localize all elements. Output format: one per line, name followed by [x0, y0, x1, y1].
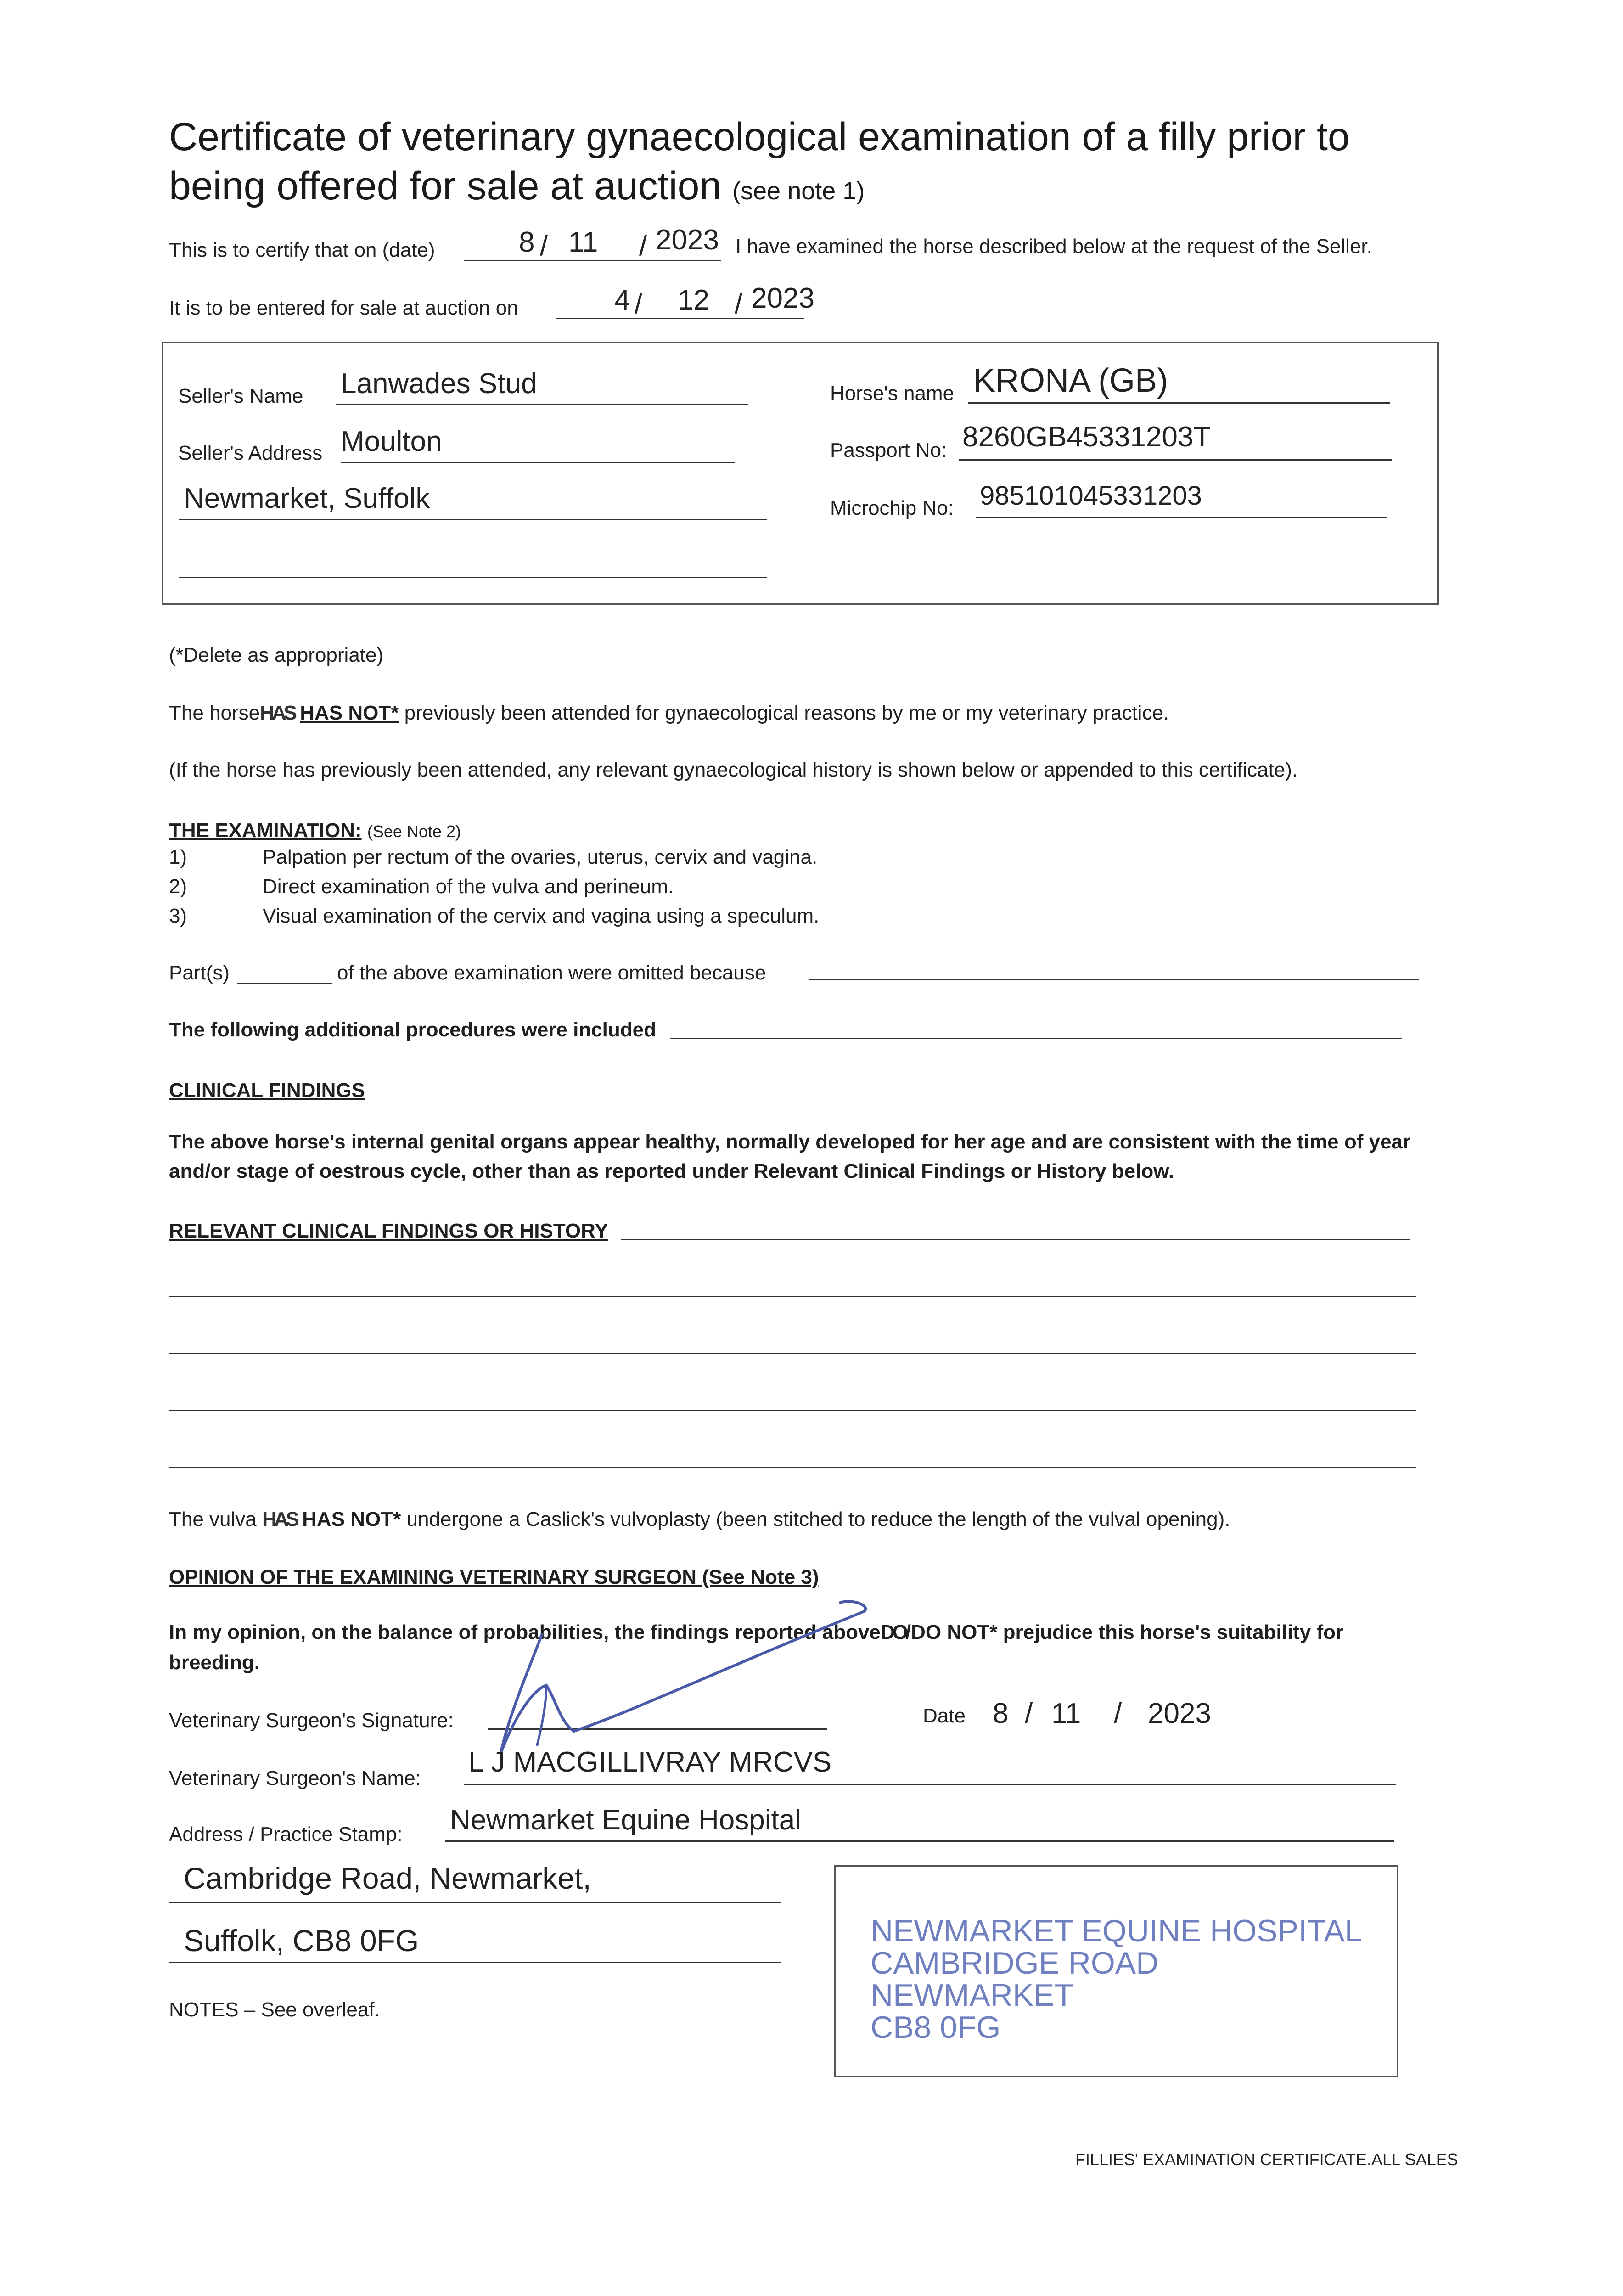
examination-item-num-2: 2): [169, 875, 187, 898]
opinion-heading: OPINION OF THE EXAMINING VETERINARY SURGEON (See Note 3): [169, 1566, 819, 1588]
vet-address-line2: Cambridge Road, Newmarket,: [184, 1861, 591, 1895]
auction-prefix: It is to be entered for sale at auction on: [169, 297, 518, 319]
vet-address-line1: Newmarket Equine Hospital: [450, 1804, 802, 1836]
certify-year: 2023: [656, 224, 719, 256]
history-note: (If the horse has previously been attended, any relevant gynaecological history is shown below or appended to this certificate).: [169, 759, 1298, 781]
stamp-line1: NEWMARKET EQUINE HOSPITAL: [870, 1913, 1362, 1948]
examination-item-num-1: 1): [169, 846, 187, 868]
seller-address-line2: Newmarket, Suffolk: [184, 483, 430, 514]
opinion-text-suffix: prejudice this horse's suitability for: [1003, 1621, 1344, 1643]
certificate-title-main: being offered for sale at auction: [169, 164, 722, 208]
vet-date-label: Date: [923, 1705, 966, 1727]
clinical-findings-text-line1: The above horse's internal genital organs appear healthy, normally developed for her age and are consistent with the time of year: [169, 1131, 1411, 1153]
attended-statement: [169, 702, 1169, 725]
seller-address-underline2: [179, 519, 767, 520]
vet-address-underline3: [169, 1962, 781, 1963]
certify-slash-2: /: [639, 230, 647, 262]
passport-line: [959, 459, 1392, 461]
certify-month: 11: [568, 226, 598, 258]
vulva-suffix: undergone a Caslick's vulvoplasty (been stitched to reduce the length of the vulval opening).: [406, 1508, 1230, 1531]
vulva-choice: HAS NOT*: [302, 1508, 401, 1531]
signature-label: Veterinary Surgeon's Signature:: [169, 1709, 454, 1732]
vet-date-day: 8: [993, 1698, 1009, 1729]
additional-procedures-label: The following additional procedures were included: [169, 1019, 657, 1041]
auction-slash-1: /: [635, 288, 643, 320]
certify-prefix: This is to certify that on (date): [169, 239, 435, 261]
auction-month: 12: [678, 284, 709, 316]
horse-name-label: Horse's name: [830, 382, 955, 405]
microchip-value: 985101045331203: [980, 481, 1202, 511]
vet-address-underline2: [169, 1902, 781, 1903]
attended-suffix: previously been attended for gynaecological reasons by me or my veterinary practice.: [404, 702, 1169, 724]
relevant-findings-line-5: [169, 1467, 1416, 1468]
notes-overleaf: NOTES – See overleaf.: [169, 1998, 380, 2021]
omitted-reason-line: [809, 979, 1419, 980]
relevant-findings-line-1: [621, 1239, 1410, 1240]
attended-choice: HAS NOT*: [300, 702, 399, 724]
microchip-line: [976, 517, 1387, 518]
examination-item-num-3: 3): [169, 905, 187, 927]
seller-name-value: Lanwades Stud: [341, 368, 537, 400]
auction-date-line: [556, 318, 804, 319]
stamp-line2: CAMBRIDGE ROAD: [870, 1946, 1159, 1981]
examination-item-text-2: Direct examination of the vulva and perineum.: [263, 875, 674, 898]
vet-date-slash-1: /: [1025, 1698, 1033, 1729]
examination-heading-text: THE EXAMINATION:: [169, 819, 362, 842]
additional-procedures-line: [670, 1038, 1402, 1039]
auction-day: 4: [614, 284, 630, 316]
parts-suffix: of the above examination were omitted because: [337, 962, 766, 984]
attended-prefix: The horse: [169, 702, 260, 724]
certify-day: 8: [519, 226, 535, 258]
footer-form-name: FILLIES' EXAMINATION CERTIFICATE.ALL SALES: [1075, 2150, 1458, 2169]
seller-name-line: [336, 404, 748, 405]
auction-year: 2023: [751, 282, 814, 314]
certificate-title-note: (see note 1): [732, 177, 865, 205]
horse-name-value: KRONA (GB): [973, 362, 1168, 399]
stamp-line3: NEWMARKET: [870, 1978, 1073, 2013]
certificate-title-line2: [169, 162, 865, 215]
vet-name-line: [464, 1784, 1396, 1785]
seller-address-underline1: [341, 462, 735, 463]
vet-date-slash-2: /: [1114, 1698, 1122, 1729]
seller-name-label: Seller's Name: [178, 385, 303, 407]
seller-address-line1: Moulton: [341, 426, 442, 457]
passport-label: Passport No:: [830, 439, 947, 461]
address-stamp-label: Address / Practice Stamp:: [169, 1823, 403, 1846]
vet-address-line3: Suffolk, CB8 0FG: [184, 1924, 419, 1958]
opinion-text-prefix: In my opinion, on the balance of probabilities, the findings reported above: [169, 1621, 881, 1643]
vet-date-year: 2023: [1148, 1698, 1211, 1729]
stamp-line4: CB8 0FG: [870, 2010, 1001, 2045]
vet-name-value: L J MACGILLIVRAY MRCVS: [468, 1746, 832, 1778]
vet-date-month: 11: [1051, 1698, 1081, 1729]
seller-address-underline3: [179, 577, 767, 578]
relevant-findings-line-3: [169, 1353, 1416, 1354]
seller-address-label: Seller's Address: [178, 442, 323, 464]
certificate-title-line1: Certificate of veterinary gynaecological examination of a filly prior to: [169, 115, 1350, 159]
clinical-findings-text-line2: and/or stage of oestrous cycle, other than as reported under Relevant Clinical Findings or History below.: [169, 1160, 1174, 1182]
certify-slash-1: /: [540, 230, 548, 262]
relevant-findings-line-4: [169, 1410, 1416, 1411]
vulva-struck: HAS: [262, 1508, 297, 1531]
relevant-findings-line-2: [169, 1296, 1416, 1297]
delete-note: (*Delete as appropriate): [169, 644, 384, 666]
parts-prefix: Part(s): [169, 962, 230, 984]
vet-name-label: Veterinary Surgeon's Name:: [169, 1767, 421, 1790]
clinical-findings-heading: CLINICAL FINDINGS: [169, 1079, 365, 1102]
passport-value: 8260GB45331203T: [962, 421, 1211, 453]
parts-line: [237, 983, 332, 984]
examination-item-text-3: Visual examination of the cervix and vagina using a speculum.: [263, 905, 820, 927]
microchip-label: Microchip No:: [830, 497, 954, 519]
opinion-choice: /DO NOT*: [905, 1621, 998, 1643]
opinion-struck: DO: [880, 1621, 905, 1643]
auction-slash-2: /: [735, 288, 743, 320]
certify-suffix: I have examined the horse described below at the request of the Seller.: [736, 235, 1372, 258]
examination-item-text-1: Palpation per rectum of the ovaries, uterus, cervix and vagina.: [263, 846, 818, 868]
opinion-text-line2: breeding.: [169, 1651, 260, 1674]
vulva-statement: [169, 1508, 1230, 1531]
vet-address-underline1: [445, 1840, 1394, 1842]
relevant-findings-heading: RELEVANT CLINICAL FINDINGS OR HISTORY: [169, 1220, 608, 1242]
vulva-prefix: The vulva: [169, 1508, 257, 1531]
certify-date-line: [464, 260, 721, 261]
examination-heading: [169, 819, 461, 842]
attended-struck: HAS: [260, 702, 295, 724]
examination-heading-note: (See Note 2): [367, 822, 461, 841]
horse-name-line: [968, 402, 1390, 404]
